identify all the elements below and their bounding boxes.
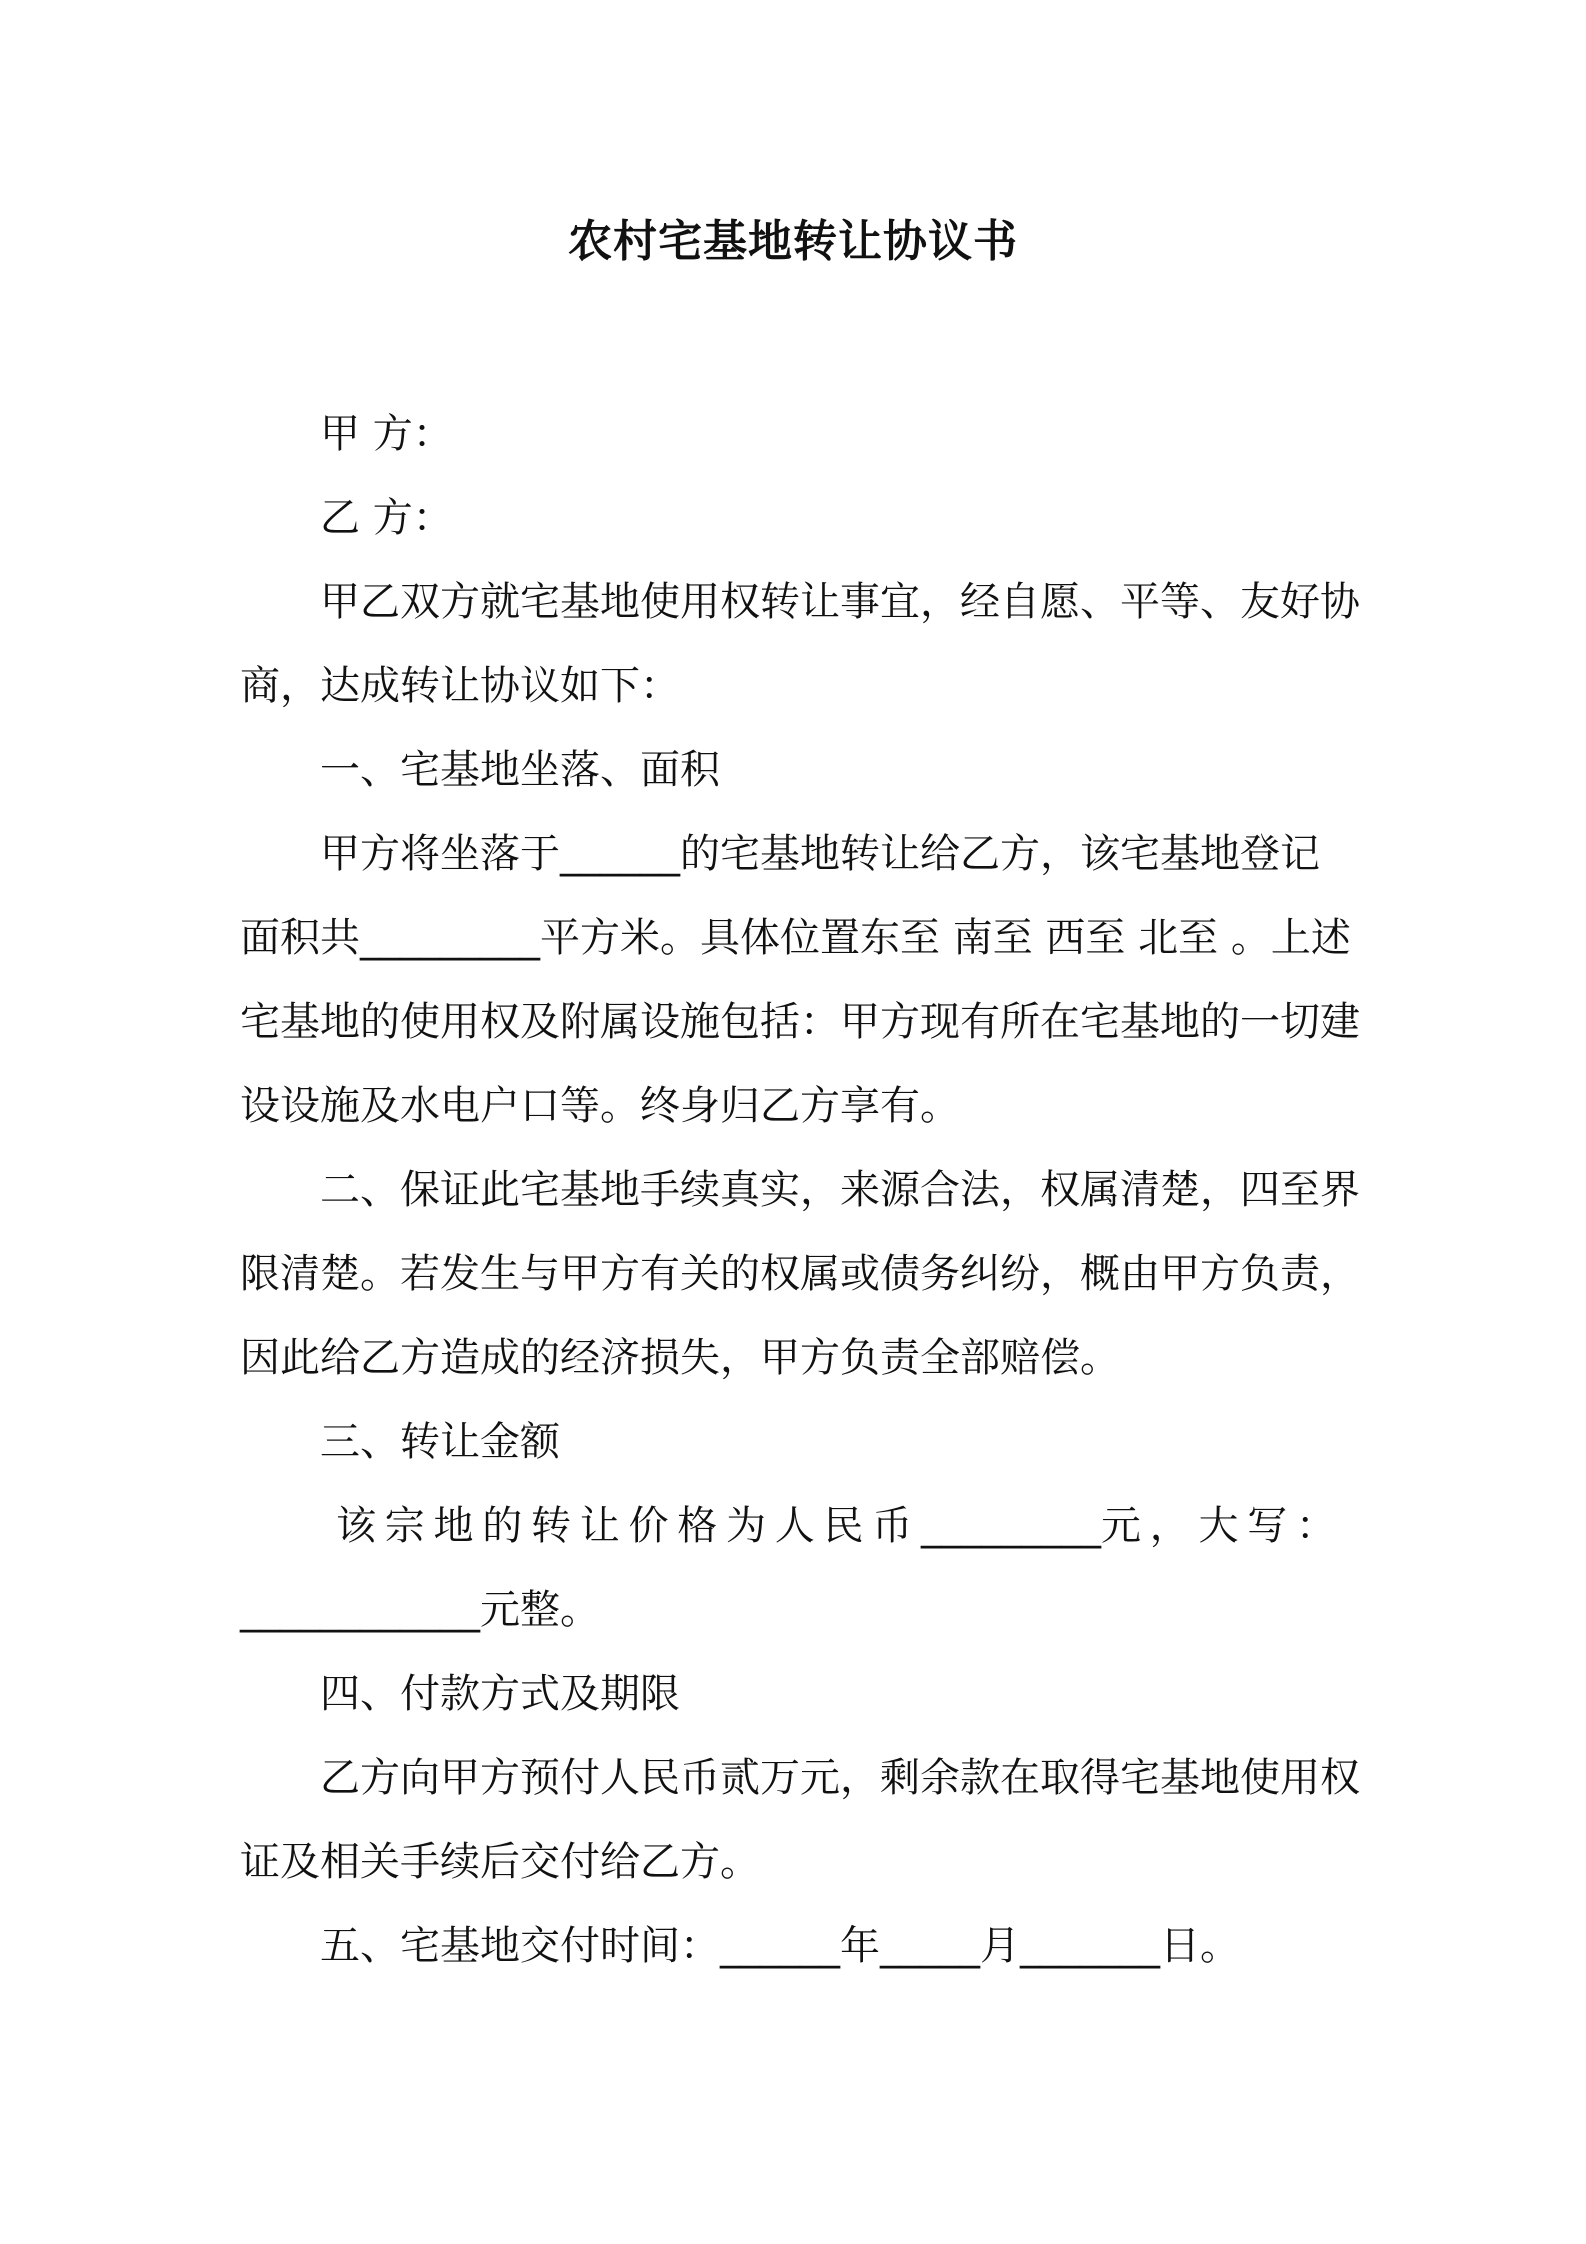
amount-line-word: _________元 bbox=[921, 1503, 1141, 1549]
amount-line-word: 为 bbox=[726, 1503, 766, 1549]
amount-line-word: 民 bbox=[823, 1503, 864, 1549]
section-1-line-1: 甲方将坐落于______的宅基地转让给乙方，该宅基地登记 bbox=[320, 831, 1320, 877]
amount-line-word: 格 bbox=[677, 1503, 718, 1549]
amount-line-word: 价 bbox=[628, 1503, 669, 1549]
amount-line-word: 币 bbox=[872, 1503, 913, 1549]
section-1-line-4: 设设施及水电户口等。终身归乙方享有。 bbox=[240, 1083, 960, 1129]
intro-line-2: 商，达成转让协议如下： bbox=[240, 663, 680, 709]
section-3-line-2: ____________元整。 bbox=[240, 1587, 600, 1633]
amount-line-word: 宗 bbox=[384, 1503, 425, 1549]
amount-line-word: 大 bbox=[1198, 1503, 1239, 1549]
amount-line-word: 地 bbox=[433, 1503, 474, 1549]
section-4-line-2: 证及相关手续后交付给乙方。 bbox=[240, 1839, 760, 1885]
amount-line-word: 让 bbox=[579, 1503, 620, 1549]
section-2-line-1: 二、保证此宅基地手续真实，来源合法，权属清楚，四至界 bbox=[320, 1167, 1360, 1213]
amount-line-word: ， bbox=[1149, 1503, 1190, 1549]
section-4-line-1: 乙方向甲方预付人民币贰万元，剩余款在取得宅基地使用权 bbox=[320, 1755, 1360, 1801]
amount-line-word: 该 bbox=[336, 1503, 376, 1549]
party-a-label: 甲 方： bbox=[320, 411, 453, 457]
section-3-heading: 三、转让金额 bbox=[320, 1419, 560, 1465]
section-4-heading: 四、付款方式及期限 bbox=[320, 1671, 680, 1717]
amount-line-word: ： bbox=[1296, 1503, 1336, 1549]
section-1-heading: 一、宅基地坐落、面积 bbox=[320, 747, 720, 793]
party-b-label: 乙 方： bbox=[320, 495, 453, 541]
amount-line-word: 的 bbox=[482, 1503, 523, 1549]
section-1-line-2: 面积共_________平方米。具体位置东至 南至 西至 北至 。上述 bbox=[240, 915, 1351, 961]
intro-line-1: 甲乙双方就宅基地使用权转让事宜，经自愿、平等、友好协 bbox=[320, 579, 1360, 625]
section-2-line-3: 因此给乙方造成的经济损失，甲方负责全部赔偿。 bbox=[240, 1335, 1120, 1381]
amount-line-word: 转 bbox=[531, 1503, 571, 1549]
amount-line-word: 写 bbox=[1247, 1503, 1288, 1549]
section-2-line-2: 限清楚。若发生与甲方有关的权属或债务纠纷，概由甲方负责， bbox=[240, 1251, 1360, 1297]
amount-line-word: 人 bbox=[774, 1503, 815, 1549]
section-3-amount-line bbox=[336, 1498, 1336, 1554]
document-title: 农村宅基地转让协议书 bbox=[568, 216, 1018, 267]
section-5-line-1: 五、宅基地交付时间：______年_____月_______日。 bbox=[320, 1923, 1240, 1969]
section-1-line-3: 宅基地的使用权及附属设施包括：甲方现有所在宅基地的一切建 bbox=[240, 999, 1360, 1045]
